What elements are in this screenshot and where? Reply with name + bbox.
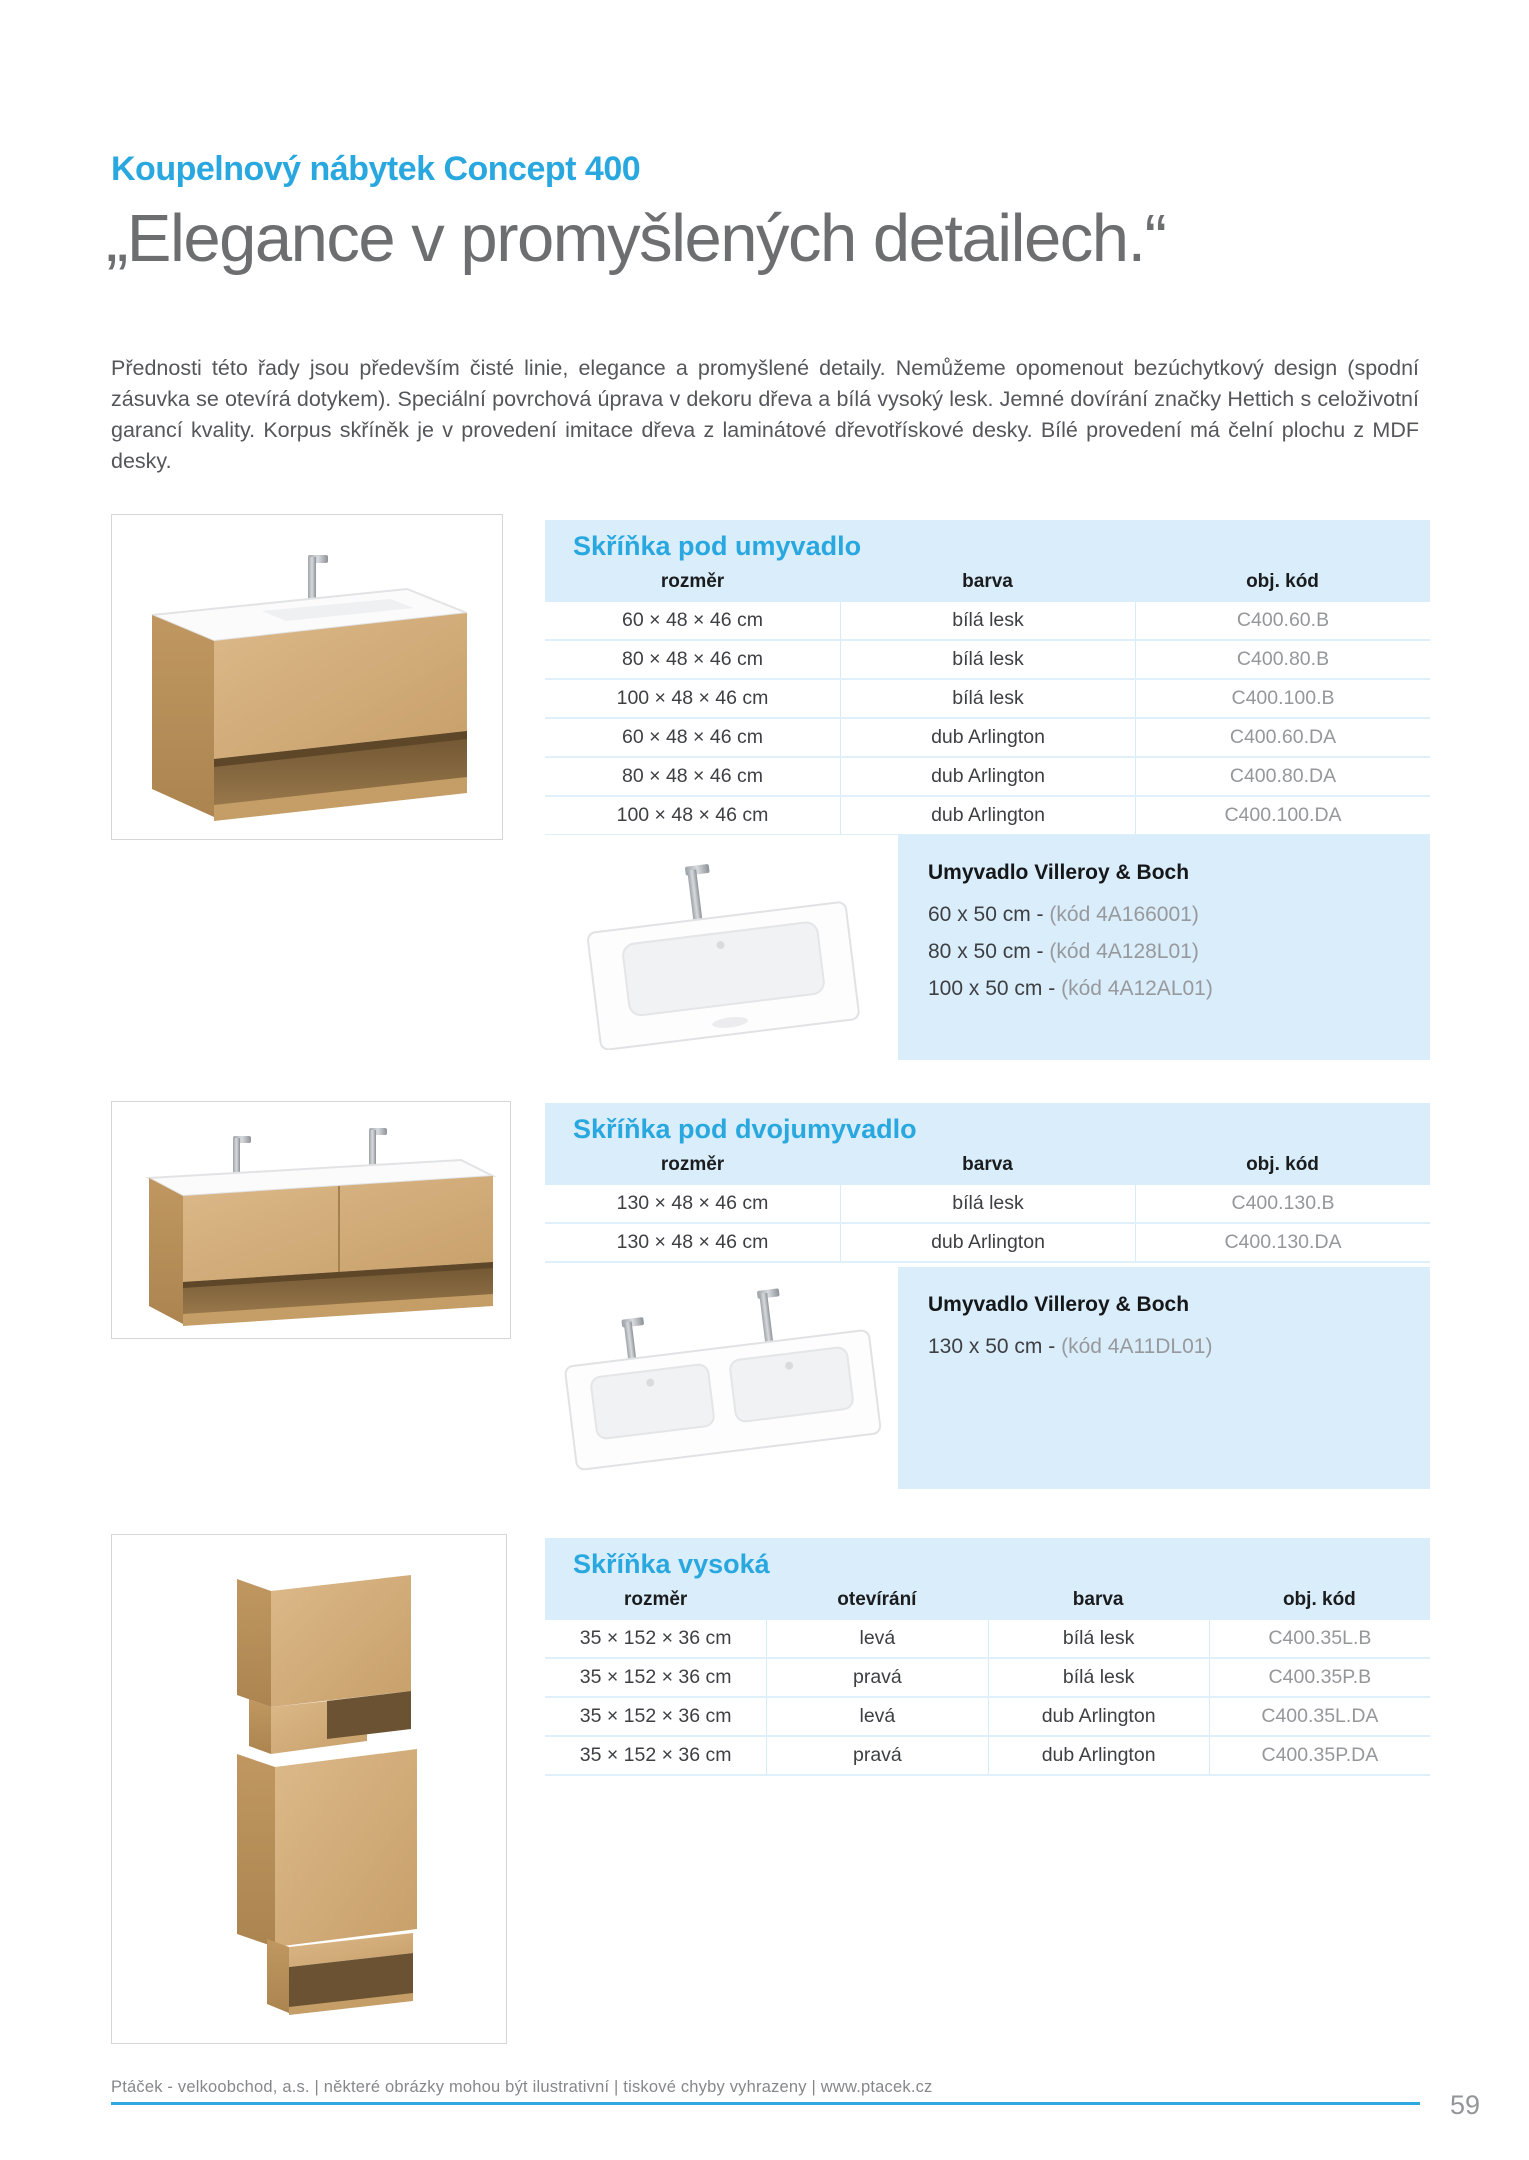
table-row bbox=[545, 1698, 1430, 1737]
table-row bbox=[545, 758, 1430, 797]
cell-kod: C400.35P.B bbox=[1209, 1659, 1430, 1696]
col-barva: barva bbox=[962, 571, 1013, 592]
cell-otevirani: pravá bbox=[766, 1737, 987, 1774]
washbasin-info-box bbox=[545, 835, 1430, 1060]
cell-barva: bílá lesk bbox=[840, 680, 1135, 717]
col-barva: barva bbox=[1072, 1589, 1124, 1610]
table-double-washbasin-cabinet bbox=[545, 1103, 1430, 1263]
cell-rozmer: 35 × 152 × 36 cm bbox=[579, 1744, 732, 1766]
col-barva: barva bbox=[962, 1154, 1013, 1175]
cell-kod: C400.80.DA bbox=[1135, 758, 1430, 795]
cell-barva: bílá lesk bbox=[988, 1620, 1209, 1657]
cell-rozmer: 130 × 48 × 46 cm bbox=[616, 1192, 769, 1214]
cell-kod: C400.130.DA bbox=[1135, 1224, 1430, 1261]
cell-rozmer: 100 × 48 × 46 cm bbox=[616, 804, 769, 826]
col-kod: obj. kód bbox=[1282, 1589, 1356, 1610]
cell-rozmer: 35 × 152 × 36 cm bbox=[579, 1705, 732, 1727]
col-otevirani: otevírání bbox=[837, 1589, 917, 1610]
table-row bbox=[545, 1659, 1430, 1698]
col-rozmer: rozměr bbox=[623, 1589, 688, 1610]
cell-rozmer: 35 × 152 × 36 cm bbox=[579, 1666, 732, 1688]
cell-barva: bílá lesk bbox=[840, 641, 1135, 678]
washbasin-size-line: 60 x 50 cm - (kód 4A166001) bbox=[928, 903, 1199, 926]
cell-rozmer: 80 × 48 × 46 cm bbox=[622, 648, 763, 670]
table-row bbox=[545, 1620, 1430, 1659]
washbasin-info-text bbox=[898, 835, 1430, 1060]
footer-divider bbox=[111, 2102, 1420, 2105]
cell-kod: C400.100.B bbox=[1135, 680, 1430, 717]
table-row bbox=[545, 1737, 1430, 1776]
table-row bbox=[545, 719, 1430, 758]
column-headers bbox=[545, 562, 1430, 602]
single-washbasin-cabinet-photo bbox=[111, 514, 503, 840]
vanity-cabinet-illustration bbox=[122, 527, 492, 827]
cell-barva: dub Arlington bbox=[840, 758, 1135, 795]
column-headers bbox=[545, 1580, 1430, 1620]
cell-kod: C400.35L.B bbox=[1209, 1620, 1430, 1657]
table-header-band bbox=[545, 1538, 1430, 1620]
table-single-washbasin-cabinet bbox=[545, 520, 1430, 836]
table-row bbox=[545, 680, 1430, 719]
cell-barva: dub Arlington bbox=[840, 719, 1135, 756]
cell-rozmer: 60 × 48 × 46 cm bbox=[622, 609, 763, 631]
page-number: 59 bbox=[1450, 2090, 1481, 2120]
tall-cabinet-illustration bbox=[129, 1549, 489, 2029]
section-title: Skříňka vysoká bbox=[573, 1549, 770, 1579]
col-kod: obj. kód bbox=[1246, 1154, 1319, 1175]
cell-barva: bílá lesk bbox=[840, 1185, 1135, 1222]
section-title: Skříňka pod dvojumyvadlo bbox=[573, 1114, 917, 1144]
double-vanity-illustration bbox=[121, 1110, 501, 1330]
double-washbasin-illustration bbox=[557, 1278, 887, 1478]
cell-rozmer: 35 × 152 × 36 cm bbox=[579, 1627, 732, 1649]
col-rozmer: rozměr bbox=[660, 1154, 725, 1175]
cell-otevirani: pravá bbox=[766, 1659, 987, 1696]
washbasin-size-line: 100 x 50 cm - (kód 4A12AL01) bbox=[928, 977, 1213, 1000]
table-row bbox=[545, 1224, 1430, 1263]
cell-rozmer: 100 × 48 × 46 cm bbox=[616, 687, 769, 709]
single-washbasin-photo bbox=[545, 835, 898, 1060]
table-row bbox=[545, 797, 1430, 836]
table-row bbox=[545, 641, 1430, 680]
table-tall-cabinet bbox=[545, 1538, 1430, 1776]
column-headers bbox=[545, 1145, 1430, 1185]
tall-cabinet-photo bbox=[111, 1534, 507, 2044]
cell-rozmer: 130 × 48 × 46 cm bbox=[616, 1231, 769, 1253]
cell-kod: C400.60.B bbox=[1135, 602, 1430, 639]
washbasin-size-line: 130 x 50 cm - (kód 4A11DL01) bbox=[928, 1335, 1213, 1358]
cell-barva: dub Arlington bbox=[988, 1698, 1209, 1735]
double-washbasin-cabinet-photo bbox=[111, 1101, 511, 1339]
cell-kod: C400.80.B bbox=[1135, 641, 1430, 678]
table-header-band bbox=[545, 520, 1430, 602]
washbasin-brand: Umyvadlo Villeroy & Boch bbox=[928, 861, 1190, 884]
section-title: Skříňka pod umyvadlo bbox=[573, 531, 862, 561]
col-rozmer: rozměr bbox=[660, 571, 725, 592]
cell-barva: dub Arlington bbox=[840, 1224, 1135, 1261]
cell-kod: C400.35P.DA bbox=[1209, 1737, 1430, 1774]
cell-otevirani: levá bbox=[766, 1698, 987, 1735]
cell-kod: C400.130.B bbox=[1135, 1185, 1430, 1222]
cell-barva: dub Arlington bbox=[988, 1737, 1209, 1774]
washbasin-brand: Umyvadlo Villeroy & Boch bbox=[928, 1293, 1190, 1316]
double-washbasin-photo bbox=[545, 1267, 898, 1489]
cell-otevirani: levá bbox=[766, 1620, 987, 1657]
table-header-band bbox=[545, 1103, 1430, 1185]
cell-barva: dub Arlington bbox=[840, 797, 1135, 834]
table-row bbox=[545, 602, 1430, 641]
intro-paragraph: Přednosti této řady jsou především čisté linie, elegance a promyšlené detaily. Nemůžeme opomenout bezúchytkový design (spodní zásuvka se otevírá dotykem). Speciální povrchová úprava v dekoru dřeva a bílá vysoký lesk. Jemné dovírání značky Hettich s celoživotní garancí kvality. Korpus skříněk je v provedení imitace dřeva z laminátové dřevotřískové desky. Bílé provedení má čelní plochu z MDF desky. bbox=[111, 355, 1419, 473]
washbasin-info-box bbox=[545, 1267, 1430, 1489]
single-washbasin-illustration bbox=[567, 845, 877, 1050]
cell-barva: bílá lesk bbox=[988, 1659, 1209, 1696]
cell-barva: bílá lesk bbox=[840, 602, 1135, 639]
col-kod: obj. kód bbox=[1246, 571, 1319, 592]
table-row bbox=[545, 1185, 1430, 1224]
cell-rozmer: 80 × 48 × 46 cm bbox=[622, 765, 763, 787]
cell-kod: C400.35L.DA bbox=[1209, 1698, 1430, 1735]
cell-rozmer: 60 × 48 × 46 cm bbox=[622, 726, 763, 748]
washbasin-size-line: 80 x 50 cm - (kód 4A128L01) bbox=[928, 940, 1199, 963]
page-headline: „Elegance v promyšlených detailech.“ bbox=[106, 201, 1166, 276]
washbasin-info-text bbox=[898, 1267, 1430, 1489]
series-title: Koupelnový nábytek Concept 400 bbox=[111, 150, 641, 188]
cell-kod: C400.60.DA bbox=[1135, 719, 1430, 756]
footer-imprint: Ptáček - velkoobchod, a.s. | některé obrázky mohou být ilustrativní | tiskové chyby vyhrazeny | www.ptacek.cz bbox=[111, 2078, 933, 2096]
cell-kod: C400.100.DA bbox=[1135, 797, 1430, 834]
